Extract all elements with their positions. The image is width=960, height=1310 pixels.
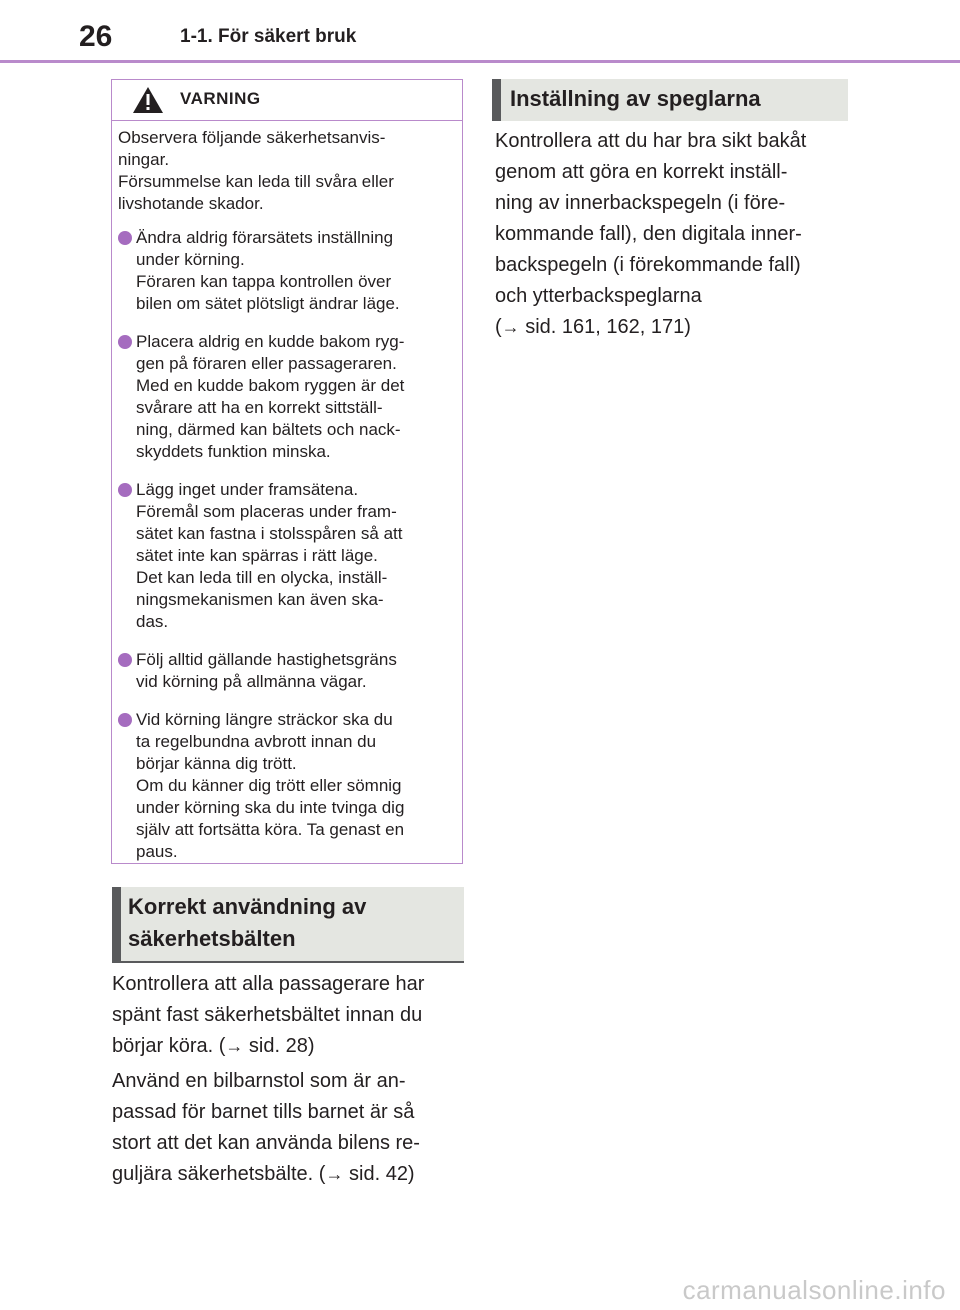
page-reference-link[interactable]: sid. 28) xyxy=(243,1035,315,1057)
bullet-dot-icon xyxy=(118,653,132,667)
mirror-paragraph xyxy=(495,126,855,343)
bullet-text: Vid körning längre sträckor ska du ta regelbundna avbrott innan du börjar känna dig trött. Om du känner dig trött eller sömnig under körning ska du inte tvinga dig själv att fortsätta köra. Ta genast en paus. xyxy=(136,710,405,861)
warning-box xyxy=(111,79,463,864)
seatbelt-heading xyxy=(112,887,464,962)
arrow-right-icon: → xyxy=(501,317,520,337)
seatbelt-paragraph-2 xyxy=(112,1066,472,1190)
warning-triangle-icon xyxy=(132,86,164,114)
warning-header xyxy=(112,80,462,121)
mirror-heading xyxy=(492,79,848,121)
paragraph-text: Kontrollera att alla passagerare har spänt fast säkerhetsbältet innan du börjar köra. ( xyxy=(112,973,425,1057)
warning-bullet xyxy=(118,331,452,463)
page-reference-link[interactable]: sid. 42) xyxy=(343,1163,415,1185)
bullet-dot-icon xyxy=(118,713,132,727)
watermark: carmanualsonline.info xyxy=(682,1275,946,1305)
arrow-right-icon: → xyxy=(225,1036,244,1056)
bullet-text: Ändra aldrig förarsätets inställning under körning. Föraren kan tappa kontrollen över bilen om sätet plötsligt ändrar läge. xyxy=(136,228,400,313)
mirror-heading-text: Inställning av speglarna xyxy=(510,86,761,111)
heading-underline xyxy=(112,961,464,963)
section-title: 1-1. För säkert bruk xyxy=(180,26,357,47)
seatbelt-paragraph-1 xyxy=(112,969,472,1062)
warning-bullet xyxy=(118,227,452,315)
warning-body xyxy=(112,121,462,863)
warning-bullet xyxy=(118,709,452,863)
bullet-text: Följ alltid gällande hastighetsgräns vid körning på allmänna vägar. xyxy=(136,650,397,691)
bullet-dot-icon xyxy=(118,335,132,349)
seatbelt-heading-text: Korrekt användning av säkerhetsbälten xyxy=(128,894,367,951)
warning-bullet xyxy=(118,479,452,633)
page-number: 26 xyxy=(79,20,113,53)
page-reference-link[interactable]: sid. 161, 162, 171) xyxy=(519,316,691,338)
paragraph-text: Använd en bilbarnstol som är an- passad för barnet tills barnet är så stort att det kan använda bilens re- guljära säkerhetsbälte. ( xyxy=(112,1070,420,1185)
warning-intro: Observera följande säkerhetsanvis- ningar. Försummelse kan leda till svåra eller livshotande skador. xyxy=(118,128,394,213)
paragraph-text: Kontrollera att du har bra sikt bakåt genom att göra en korrekt inställ- ning av innerbackspegeln (i före- kommande fall), den digitala inner- backspegeln (i förekommande fall) och ytterbackspeglarna ( xyxy=(495,130,807,338)
bullet-dot-icon xyxy=(118,483,132,497)
bullet-dot-icon xyxy=(118,231,132,245)
warning-bullet xyxy=(118,649,452,693)
bullet-text: Lägg inget under framsätena. Föremål som placeras under fram- sätet kan fastna i stolsspåren så att sätet inte kan spärras i rätt läge. Det kan leda till en olycka, inställ- ningsmekanismen kan även ska- das. xyxy=(136,480,403,631)
warning-label: VARNING xyxy=(180,89,261,108)
header-rule xyxy=(0,60,960,63)
arrow-right-icon: → xyxy=(325,1164,344,1184)
bullet-text: Placera aldrig en kudde bakom ryg- gen på föraren eller passageraren. Med en kudde bakom ryggen är det svårare att ha en korrekt sittställ- ning, därmed kan bältets och nack- skyddets funktion minska. xyxy=(136,332,405,461)
